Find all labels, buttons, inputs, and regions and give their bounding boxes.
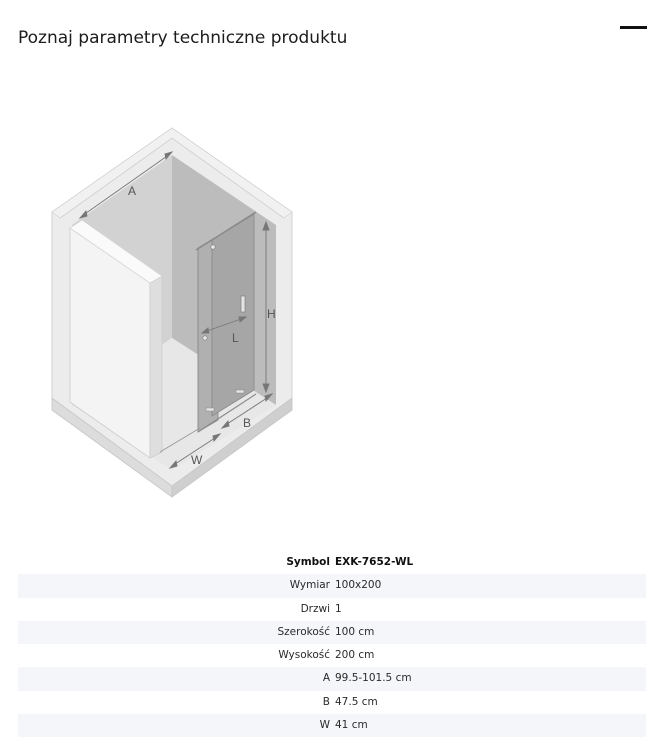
door-foot-left: [206, 408, 214, 411]
shower-dimension-diagram: [40, 118, 310, 508]
spec-row: [18, 621, 646, 644]
spec-value: 100x200: [335, 579, 382, 592]
glass-door: [212, 214, 254, 416]
spec-row: [18, 644, 646, 667]
door-foot-right: [236, 390, 244, 393]
spec-row: [18, 667, 646, 690]
spec-row: [18, 574, 646, 597]
dim-w-label: W: [191, 453, 203, 467]
spec-row: [18, 691, 646, 714]
spec-label: A: [322, 672, 330, 685]
dim-a-label: A: [128, 184, 137, 198]
spec-value: 41 cm: [335, 719, 368, 732]
spec-label: W: [319, 719, 330, 732]
spec-label: B: [322, 695, 330, 708]
spec-row: [18, 598, 646, 621]
spec-value: 1: [335, 602, 342, 615]
front-wall-side: [150, 276, 162, 458]
spec-row: [18, 714, 646, 737]
spec-label: Drzwi: [300, 602, 330, 615]
page-header: [0, 0, 664, 60]
spec-value: EXK-7652-WL: [335, 556, 414, 568]
spec-label: Symbol: [286, 556, 330, 568]
page-title: Poznaj parametry techniczne produktu: [18, 28, 348, 48]
minus-icon: [620, 26, 647, 29]
spec-label: Szerokość: [277, 625, 330, 638]
spec-value: 100 cm: [335, 625, 375, 638]
dim-l-label: L: [232, 331, 239, 345]
specs-table: [18, 551, 646, 737]
dim-b-label: B: [243, 416, 252, 430]
door-handle: [241, 296, 245, 312]
spec-row-symbol: [18, 551, 646, 574]
spec-value: 99.5-101.5 cm: [335, 672, 412, 685]
door-hinge-bottom: [203, 336, 207, 340]
collapse-button[interactable]: [612, 14, 652, 42]
spec-label: Wymiar: [289, 579, 330, 592]
spec-value: 47.5 cm: [335, 695, 378, 708]
spec-value: 200 cm: [335, 649, 375, 662]
dim-h-label: H: [267, 307, 276, 321]
spec-label: Wysokość: [278, 649, 330, 662]
door-hinge-top: [211, 245, 215, 249]
